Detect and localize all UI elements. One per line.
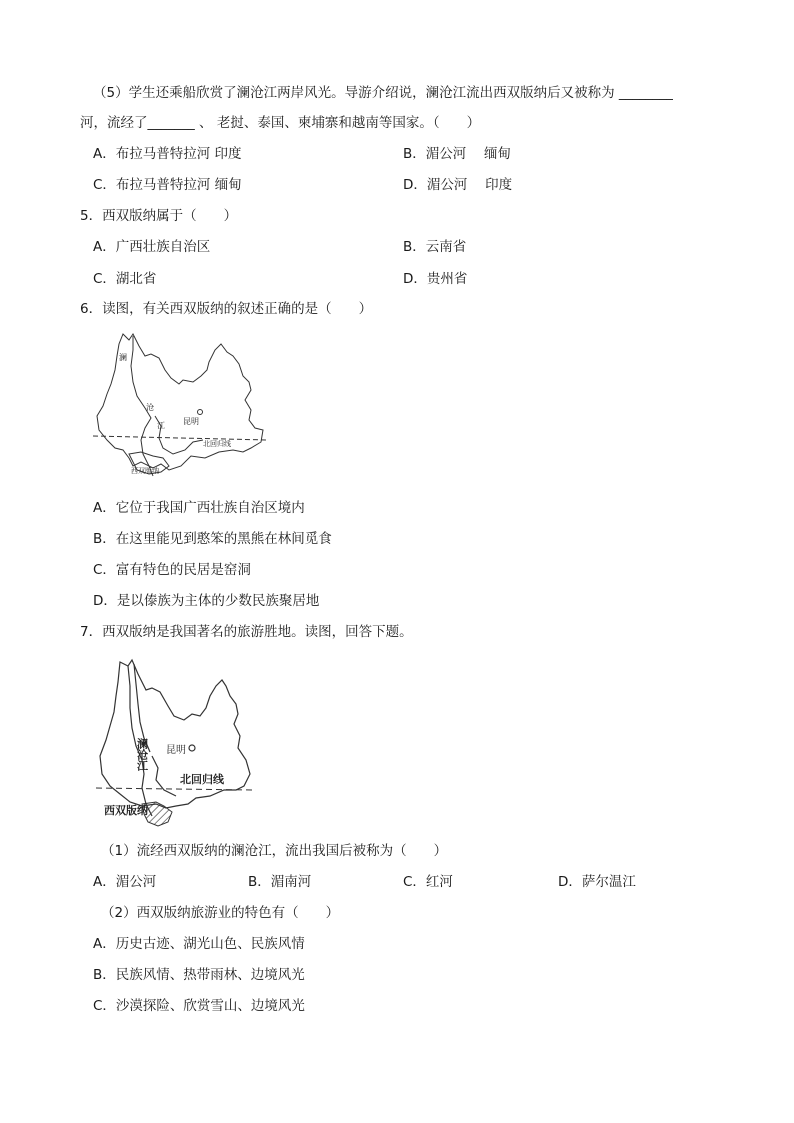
q6-map-label-city: 昆明 [183,417,199,426]
q6-map-label-region: 西双版纳 [131,467,159,475]
q6-map-label-river2: 沧 [146,403,154,412]
q6-map-label-river1: 澜 [119,353,127,362]
q7-map [96,656,256,828]
q4-5-option-d[interactable]: D．湄公河 印度 [403,177,513,193]
q7-1-option-a[interactable]: A．湄公河 [93,874,157,890]
q7-map-label-tropic: 北回归线 [180,773,224,786]
q4-5-stem-line1: （5）学生还乘船欣赏了澜沧江两岸风光。导游介绍说，澜沧江流出西双版纳后又被称为 ________ [93,85,673,101]
q7-map-border [100,660,250,808]
q7-map-label-city: 昆明 [166,745,186,756]
q6-option-d[interactable]: D．是以傣族为主体的少数民族聚居地 [93,593,320,609]
q7-2-stem: （2）西双版纳旅游业的特色有（ ） [101,905,340,921]
q6-map-label-river3: 江 [157,421,165,430]
q4-5-option-a[interactable]: A．布拉马普特拉河 印度 [93,146,242,162]
q7-1-option-d[interactable]: D．萨尔温江 [558,874,636,890]
q7-map-city-marker [189,745,195,751]
q7-2-option-a[interactable]: A．历史古迹、湖光山色、民族风情 [93,936,305,952]
q6-option-a[interactable]: A．它位于我国广西壮族自治区境内 [93,500,305,516]
q6-map-tropic-line [93,436,268,440]
q4-5-option-c[interactable]: C．布拉马普特拉河 缅甸 [93,177,242,193]
q7-map-label-river: 澜沧江 [135,738,149,771]
q7-1-option-c[interactable]: C．红河 [403,874,453,890]
q7-1-option-b[interactable]: B．湄南河 [248,874,312,890]
q7-1-stem: （1）流经西双版纳的澜沧江，流出我国后被称为（ ） [101,843,448,859]
q6-map-city-marker [198,410,203,415]
q7-map-inner-line [152,756,176,796]
q7-2-option-b[interactable]: B．民族风情、热带雨林、边境风光 [93,967,305,983]
q5-stem: 5．西双版纳属于（ ） [80,208,238,224]
q7-stem: 7．西双版纳是我国著名的旅游胜地。读图，回答下题。 [80,624,413,640]
q6-stem: 6．读图，有关西双版纳的叙述正确的是（ ） [80,301,373,317]
q5-option-d[interactable]: D．贵州省 [403,271,468,287]
q6-map [93,330,268,480]
q6-map-label-tropic: 北回归线 [203,440,231,448]
q4-5-stem-line2: 河，流经了_______ 、 老挝、泰国、柬埔寨和越南等国家。（ ） [80,115,481,131]
q7-2-option-c[interactable]: C．沙漠探险、欣赏雪山、边境风光 [93,998,305,1014]
q4-5-option-b[interactable]: B．湄公河 缅甸 [403,146,512,162]
q7-map-label-region: 西双版纳 [104,804,148,817]
q6-option-c[interactable]: C．富有特色的民居是窑洞 [93,562,251,578]
q5-option-a[interactable]: A．广西壮族自治区 [93,239,211,255]
q5-option-c[interactable]: C．湖北省 [93,271,157,287]
q6-option-b[interactable]: B．在这里能见到憨笨的黑熊在林间觅食 [93,531,332,547]
q5-option-b[interactable]: B．云南省 [403,239,467,255]
